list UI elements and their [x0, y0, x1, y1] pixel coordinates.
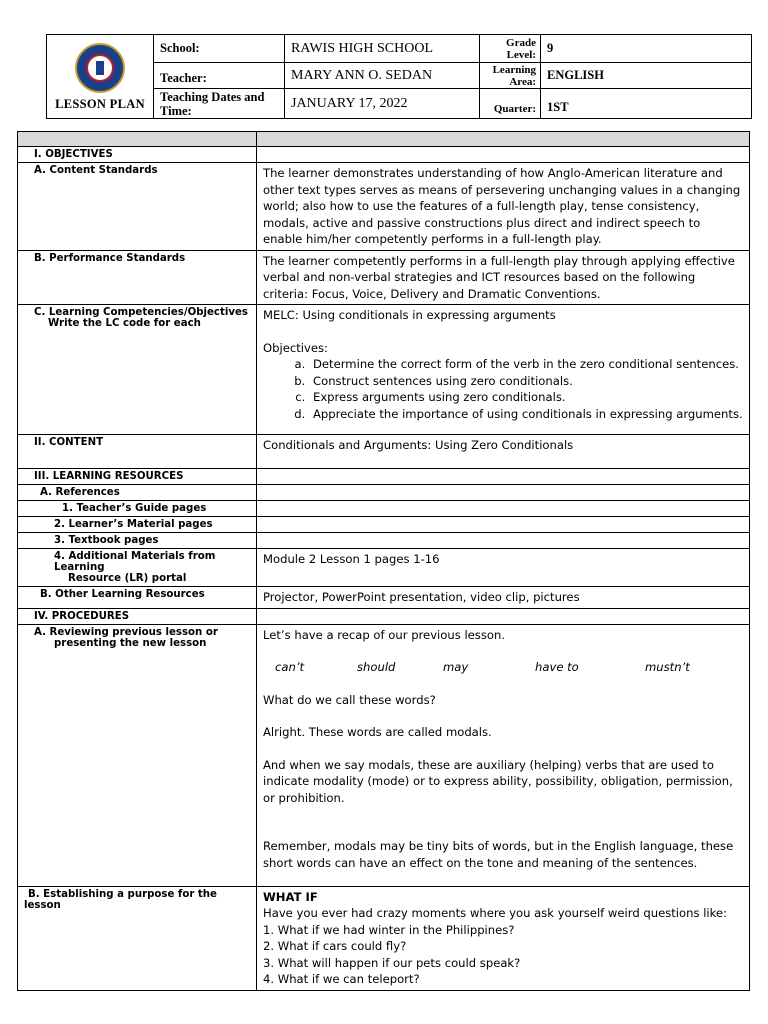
modals-definition: And when we say modals, these are auxiliary (helping) verbs that are used to indicate modality (mode) or to express ability, possibility, obligation, permission, or prohibition. — [263, 757, 733, 805]
objectives-heading: I. OBJECTIVES — [18, 147, 257, 163]
grade-value: 9 — [541, 35, 752, 63]
references-row — [18, 485, 750, 501]
list-item: mustn’t — [645, 660, 690, 674]
area-label: Learning Area: — [480, 63, 541, 89]
teacher-label: Teacher: — [154, 63, 285, 89]
list-item: may — [443, 660, 469, 674]
content-text: Conditionals and Arguments: Using Zero Conditionals — [257, 435, 750, 469]
tb-row — [18, 533, 750, 549]
lm-label: 2. Learner’s Material pages — [54, 519, 213, 530]
remember-text: Remember, modals may be tiny bits of words, but in the English language, these short words can have an effect on the tone and meaning of the sentences. — [263, 839, 734, 870]
list-item: 3. What will happen if our pets could speak? — [263, 955, 521, 970]
what-if-title: WHAT IF — [263, 889, 318, 904]
resources-heading: III. LEARNING RESOURCES — [34, 471, 184, 482]
quarter-value: 1ST — [541, 89, 752, 119]
list-item: 2. What if cars could fly? — [263, 939, 407, 953]
list-item: 4. What if we can teleport? — [263, 972, 420, 986]
objectives-list — [263, 356, 743, 422]
performance-standards-label: B. Performance Standards — [34, 252, 186, 264]
modals-list — [263, 659, 743, 676]
grade-label: Grade Level: — [480, 35, 541, 63]
procedures-heading: IV. PROCEDURES — [34, 610, 130, 622]
tg-row — [18, 501, 750, 517]
tg-label: 1. Teacher’s Guide pages — [62, 503, 207, 514]
deped-seal-icon — [75, 43, 125, 93]
procedure-b-label: B. Establishing a purpose for the lesson — [24, 888, 217, 911]
lesson-table — [17, 131, 750, 991]
list-item: can’t — [275, 660, 305, 674]
procedure-a-label: A. Reviewing previous lesson or — [34, 626, 218, 638]
procedures-heading-row — [18, 608, 750, 624]
am-value: Module 2 Lesson 1 pages 1-16 — [257, 549, 750, 587]
am-sublabel: Resource (LR) portal — [68, 573, 187, 584]
content-label: II. CONTENT — [34, 437, 104, 448]
references-label: A. References — [40, 487, 120, 498]
other-resources-row — [18, 587, 750, 609]
answer-text: Alright. These words are called modals. — [263, 725, 492, 739]
lc-sublabel: Write the LC code for each — [48, 318, 201, 329]
resources-heading-row — [18, 469, 750, 485]
list-item: d. Appreciate the importance of using conditionals in expressing arguments. — [309, 406, 743, 423]
am-label: 4. Additional Materials from Learning — [54, 551, 216, 573]
lc-label: C. Learning Competencies/Objectives — [34, 307, 248, 318]
objectives-row — [18, 147, 750, 163]
content-standards-text: The learner demonstrates understanding of how Anglo-American literature and other text types serves as means of persevering unchanging values in a changing world; also how to use the features of a full-length play, tense consistency, modals, active and passive constructions plus direct and indirect speech to enable him/her competently performs in a full-length play. — [257, 163, 750, 251]
what-if-intro: Have you ever had crazy moments where you ask yourself weird questions like: — [263, 906, 727, 920]
table-header-row — [18, 132, 750, 147]
list-item: should — [357, 660, 396, 674]
logo-cell — [47, 35, 154, 119]
content-row — [18, 435, 750, 469]
dates-label: Teaching Dates and Time: — [154, 89, 285, 119]
list-item: b. Construct sentences using zero conditionals. — [309, 373, 743, 390]
header-table — [46, 34, 752, 119]
objectives-title: Objectives: — [263, 340, 328, 355]
list-item: 1. What if we had winter in the Philippines? — [263, 922, 515, 937]
other-resources-value: Projector, PowerPoint presentation, video clip, pictures — [257, 587, 750, 609]
recap-text: Let’s have a recap of our previous lesson. — [263, 627, 506, 642]
lesson-plan-label: LESSON PLAN — [55, 97, 145, 111]
tb-label: 3. Textbook pages — [54, 535, 159, 546]
school-value: RAWIS HIGH SCHOOL — [285, 35, 480, 63]
other-resources-label: B. Other Learning Resources — [40, 589, 205, 600]
teacher-value: MARY ANN O. SEDAN — [285, 63, 480, 89]
lm-row — [18, 517, 750, 533]
additional-materials-row — [18, 549, 750, 587]
performance-standards-text: The learner competently performs in a full-length play through applying effective verbal and non-verbal strategies and ICT resources based on the following criteria: Focus, Voice, Delivery and Dramatic Conventions. — [257, 250, 750, 305]
area-value: ENGLISH — [541, 63, 752, 89]
procedure-a-row — [18, 624, 750, 886]
melc-text: MELC: Using conditionals in expressing arguments — [263, 308, 556, 322]
list-item: a. Determine the correct form of the verb in the zero conditional sentences. — [309, 356, 743, 373]
list-item: c. Express arguments using zero conditionals. — [309, 389, 743, 406]
school-label: School: — [154, 35, 285, 63]
question-text: What do we call these words? — [263, 692, 436, 707]
content-standards-row — [18, 163, 750, 251]
dates-value: JANUARY 17, 2022 — [285, 89, 480, 119]
procedure-a-sublabel: presenting the new lesson — [54, 637, 207, 649]
learning-competencies-row — [18, 305, 750, 435]
list-item: have to — [535, 660, 579, 674]
performance-standards-row — [18, 250, 750, 305]
procedure-b-row — [18, 886, 750, 990]
content-standards-label: A. Content Standards — [34, 165, 158, 176]
quarter-label: Quarter: — [480, 89, 541, 119]
